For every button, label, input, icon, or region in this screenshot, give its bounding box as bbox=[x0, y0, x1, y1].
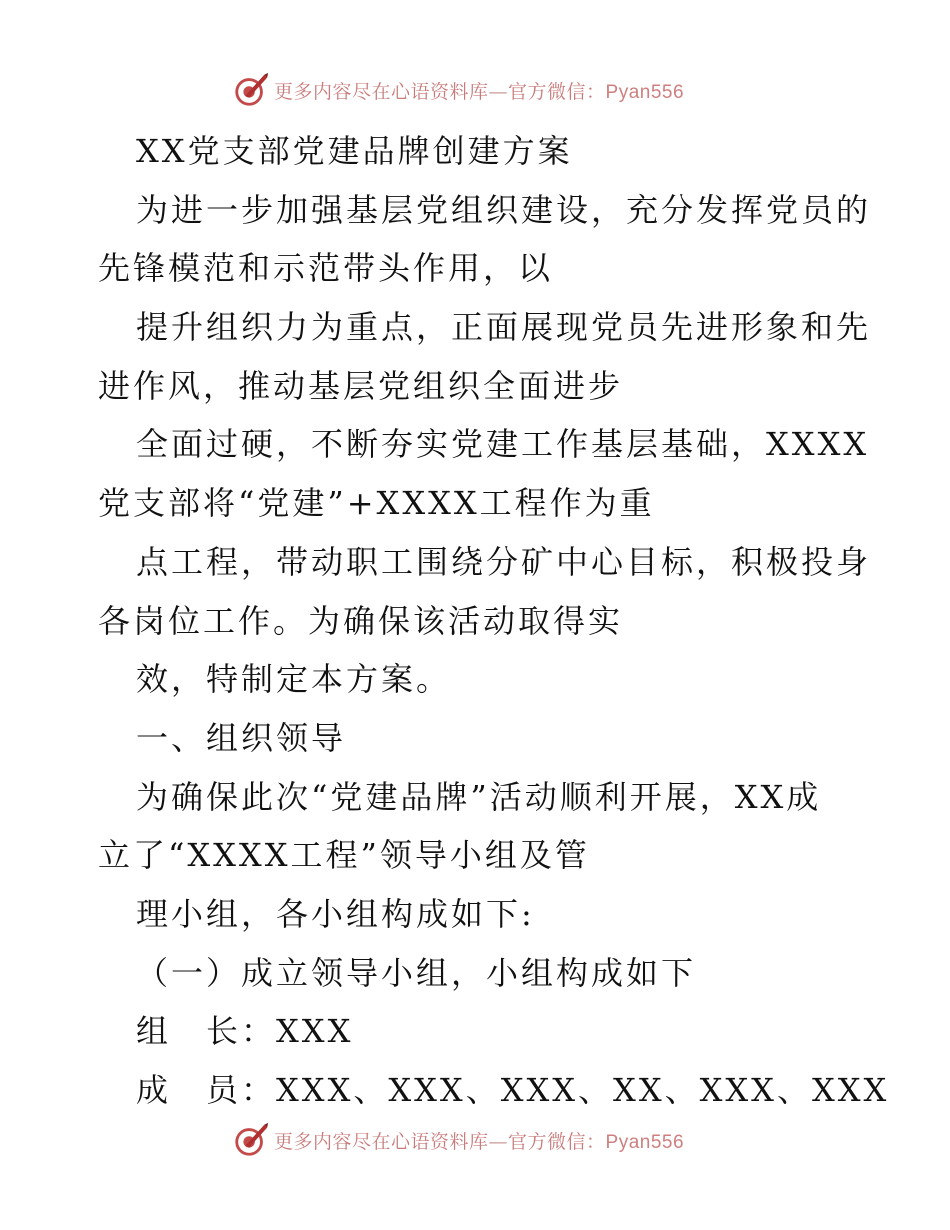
text-line: 各岗位工作。为确保该活动取得实 bbox=[98, 601, 624, 640]
quill-logo-icon bbox=[232, 1121, 270, 1159]
text-line: XX党支部党建品牌创建方案 bbox=[136, 132, 573, 170]
text-line: 成 员：XXX、XXX、XXX、XX、XXX、XXX bbox=[136, 1071, 890, 1109]
text-line: 立了“XXXX工程”领导小组及管 bbox=[98, 836, 590, 875]
text-line: 先锋模范和示范带头作用，以 bbox=[98, 249, 554, 288]
quill-logo-icon bbox=[232, 71, 270, 109]
footer-watermark bbox=[232, 1120, 684, 1160]
text-line: 点工程，带动职工围绕分矿中心目标，积极投身 bbox=[136, 542, 872, 581]
text-line: 为确保此次“党建品牌”活动顺利开展，XX成 bbox=[136, 777, 822, 816]
text-line: 全面过硬，不断夯实党建工作基层基础，XXXX bbox=[136, 425, 870, 464]
text-line: 提升组织力为重点，正面展现党员先进形象和先 bbox=[136, 308, 872, 347]
text-line: 党支部将“党建”+XXXX工程作为重 bbox=[98, 484, 655, 523]
document-body bbox=[98, 122, 890, 1120]
text-line: 一、组织领导 bbox=[136, 718, 347, 757]
text-line: 组 长：XXX bbox=[136, 1012, 354, 1051]
text-line: 效，特制定本方案。 bbox=[136, 660, 452, 699]
text-line: （一）成立领导小组，小组构成如下 bbox=[136, 953, 697, 992]
watermark-text: 更多内容尽在心语资料库—官方微信：Pyan556 bbox=[274, 80, 685, 103]
header-watermark bbox=[232, 70, 684, 110]
text-line: 为进一步加强基层党组织建设，充分发挥党员的 bbox=[136, 190, 872, 229]
watermark-text: 更多内容尽在心语资料库—官方微信：Pyan556 bbox=[274, 1130, 685, 1153]
text-line: 理小组，各小组构成如下: bbox=[136, 894, 535, 933]
text-line: 进作风，推动基层党组织全面进步 bbox=[98, 366, 624, 405]
